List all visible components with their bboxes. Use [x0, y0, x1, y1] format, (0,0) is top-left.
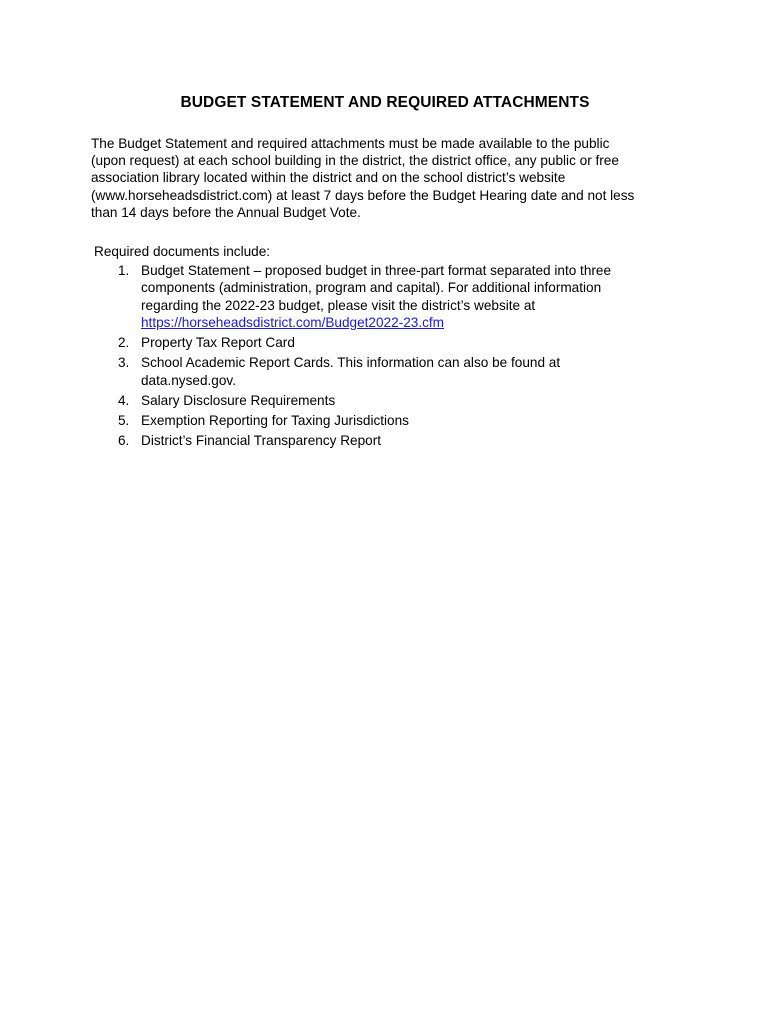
list-item-text: regarding the 2022-23 budget, please visit the district’s website at	[141, 297, 536, 313]
list-item-number: 1.	[118, 263, 130, 278]
list-item-text: School Academic Report Cards. This information can also be found at	[141, 355, 561, 371]
list-item-text: District’s Financial Transparency Report	[141, 432, 381, 448]
required-documents-list	[0, 262, 770, 452]
list-item	[0, 412, 770, 429]
list-item	[0, 334, 770, 351]
intro-line: (upon request) at each school building in the district, the district office, any public or free	[91, 153, 619, 169]
required-documents-heading: Required documents include:	[94, 244, 271, 259]
list-item-number: 4.	[118, 392, 130, 408]
list-item-number: 3.	[118, 355, 130, 371]
list-item-text: Property Tax Report Card	[141, 335, 295, 351]
intro-line: than 14 days before the Annual Budget Vote.	[91, 204, 361, 220]
budget-link[interactable]: https://horseheadsdistrict.com/Budget2022-23.cfm	[141, 315, 444, 331]
list-item	[0, 392, 770, 409]
list-item-number: 6.	[118, 432, 130, 448]
list-item	[0, 262, 770, 332]
list-item-text: components (administration, program and capital). For additional information	[141, 280, 602, 296]
intro-paragraph	[91, 135, 681, 221]
list-item	[0, 432, 770, 449]
list-item	[0, 354, 770, 389]
list-item-number: 5.	[118, 412, 130, 428]
list-item-number: 2.	[118, 335, 130, 351]
list-item-text: data.nysed.gov.	[141, 372, 236, 388]
list-item-text: Salary Disclosure Requirements	[141, 392, 336, 408]
intro-line: association library located within the district and on the school district’s website	[91, 170, 566, 186]
list-item-text: Exemption Reporting for Taxing Jurisdictions	[141, 412, 409, 428]
intro-line: The Budget Statement and required attachments must be made available to the public	[91, 136, 610, 151]
list-item-text: Budget Statement – proposed budget in three-part format separated into three	[141, 263, 612, 278]
intro-line: (www.horseheadsdistrict.com) at least 7 days before the Budget Hearing date and not less	[91, 187, 635, 203]
page-title: BUDGET STATEMENT AND REQUIRED ATTACHMENTS	[180, 94, 590, 111]
